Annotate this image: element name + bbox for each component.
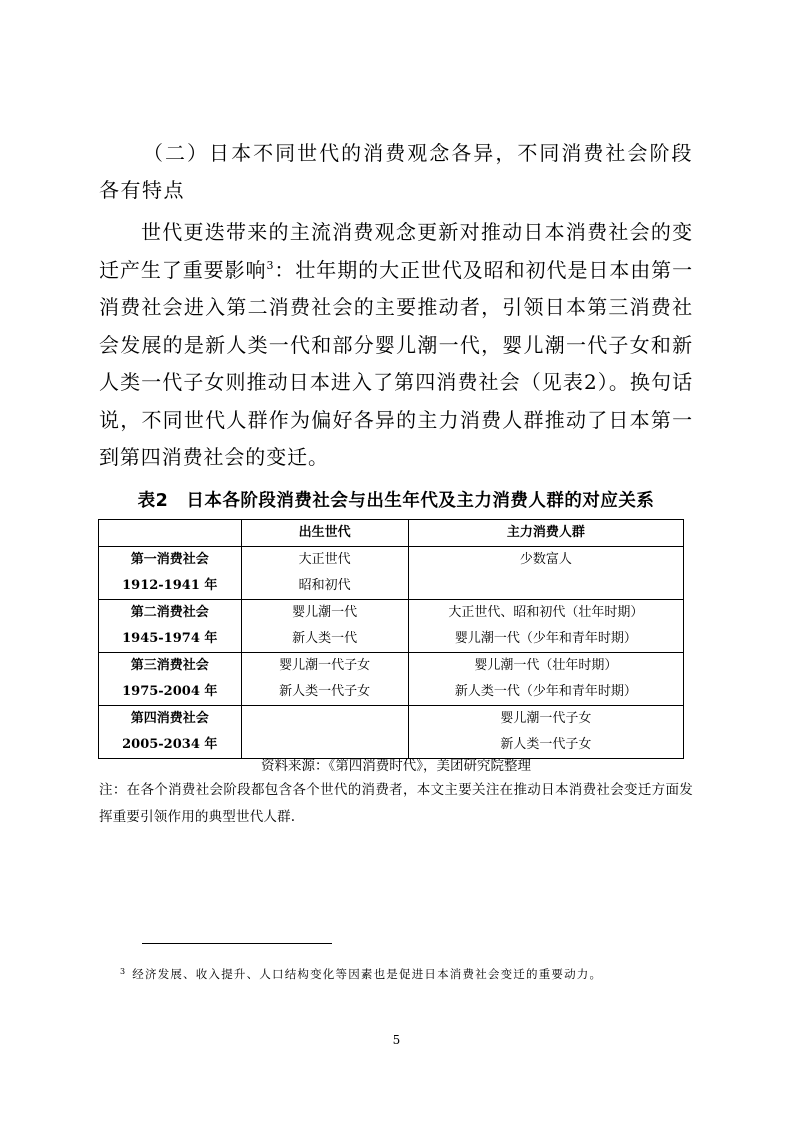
table-source: 资料来源：《第四消费时代》，美团研究院整理 (261, 758, 531, 774)
paragraph-text-part2: ：壮年期的大正世代及昭和初代是日本由第一消费社会进入第二消费社会的主要推动者，引领日本第三消费社会发展的是新人类一代和部分婴儿潮一代，婴儿潮一代子女和新人类一代子女则推动日本进入了第四消费社会（见表2）。换句话说，不同世代人群作为偏好各异的主力消费人群推动了日本第一到第四消费社会的变迁。 (99, 257, 694, 469)
stage-name: 第三消费社会 (130, 658, 209, 673)
stage-cell (99, 653, 242, 706)
stage-generation-table (98, 519, 684, 759)
footnote (120, 966, 700, 982)
paragraph-text-part1: 世代更迭带来的主流消费观念更新对推动日本消费社会的变迁产生了重要影响 (99, 220, 693, 282)
stage-years: 1975-2004 年 (122, 684, 218, 699)
header-stage (99, 520, 242, 547)
consumer-item: 新人类一代子女 (500, 737, 592, 752)
footnote-reference[interactable]: 3 (266, 258, 275, 272)
generation-item: 新人类一代 (292, 631, 358, 646)
stage-years: 1912-1941 年 (122, 578, 218, 593)
consumer-item: 少数富人 (519, 552, 572, 567)
table-row (99, 547, 684, 600)
consumers-cell (408, 706, 683, 759)
table-row (99, 653, 684, 706)
generation-cell (241, 653, 408, 706)
page-number: 5 (392, 1033, 401, 1047)
table-row (99, 706, 684, 759)
generation-cell (241, 547, 408, 600)
stage-cell (99, 600, 242, 653)
stage-name: 第四消费社会 (130, 711, 209, 726)
section-heading: （二）日本不同世代的消费观念各异，不同消费社会阶段各有特点 (99, 141, 693, 202)
consumer-item: 大正世代、昭和初代（壮年时期） (448, 605, 644, 620)
stage-cell (99, 547, 242, 600)
consumer-item: 婴儿潮一代（壮年时期） (474, 658, 618, 673)
consumers-cell (408, 653, 683, 706)
stage-name: 第一消费社会 (130, 552, 209, 567)
footnote-mark: 3 (120, 967, 127, 976)
consumer-item: 新人类一代（少年和青年时期） (454, 684, 637, 699)
stage-years: 1945-1974 年 (122, 631, 218, 646)
generation-item: 大正世代 (298, 552, 351, 567)
generation-cell-empty (241, 706, 408, 759)
table-header-row (99, 520, 684, 547)
body-paragraph (99, 214, 693, 477)
footnote-divider (142, 943, 332, 944)
footnote-text: 经济发展、收入提升、人口结构变化等因素也是促进日本消费社会变迁的重要动力。 (132, 967, 603, 981)
stage-years: 2005-2034 年 (122, 737, 218, 752)
generation-item: 婴儿潮一代子女 (279, 658, 371, 673)
table-caption: 表2 日本各阶段消费社会与出生年代及主力消费人群的对应关系 (137, 491, 655, 511)
stage-cell (99, 706, 242, 759)
generation-item: 新人类一代子女 (279, 684, 371, 699)
table-row (99, 600, 684, 653)
header-consumers: 主力消费人群 (408, 520, 683, 547)
generation-item: 婴儿潮一代 (292, 605, 358, 620)
header-generation: 出生世代 (241, 520, 408, 547)
consumers-cell (408, 600, 683, 653)
consumers-cell (408, 547, 683, 600)
generation-cell (241, 600, 408, 653)
generation-item: 昭和初代 (298, 578, 351, 593)
consumer-item: 婴儿潮一代子女 (500, 711, 592, 726)
stage-name: 第二消费社会 (130, 605, 209, 620)
table-note: 注：在各个消费社会阶段都包含各个世代的消费者，本文主要关注在推动日本消费社会变迁方面发挥重要引领作用的典型世代人群. (99, 782, 693, 825)
consumer-item: 婴儿潮一代（少年和青年时期） (454, 631, 637, 646)
